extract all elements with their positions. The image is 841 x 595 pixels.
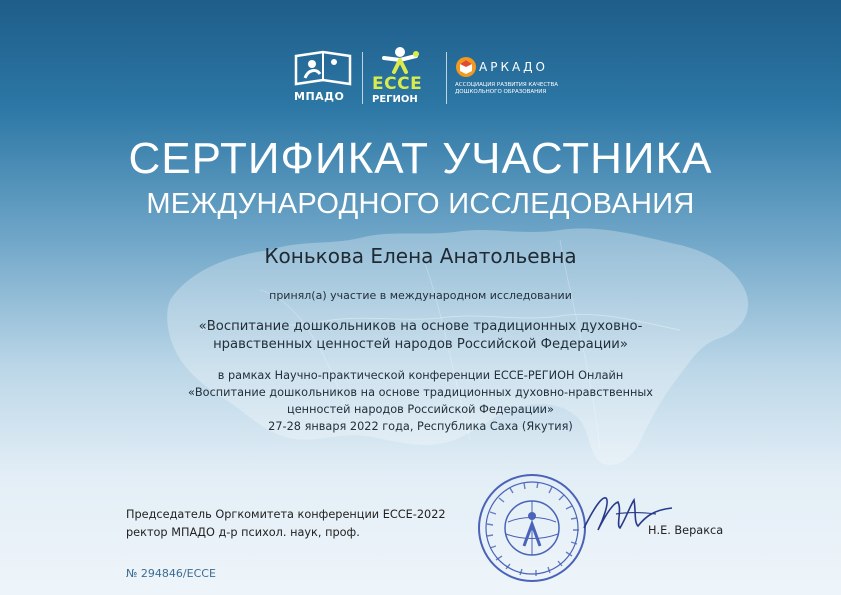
logo-divider [446,52,447,104]
arkado-tagline [455,82,558,96]
participant-name: Конькова Елена Анатольевна [264,244,577,268]
mpado-label: МПАДО [294,90,345,103]
arkado-name: АРКАДО [479,60,548,74]
certificate-number: № 294846/ECCE [126,567,216,580]
research-title-line: нравственных ценностей народов Российской Федерации» [213,337,628,352]
conference-line: в рамках Научно-практической конференции ECCE-РЕГИОН Онлайн [217,369,624,382]
arkado-cube-icon [455,56,477,78]
logo-divider [362,52,363,104]
research-title-line: «Воспитание дошкольников на основе традиционных духовно- [198,319,643,334]
ecce-figure-icon [370,46,430,76]
arkado-tagline-line1: АССОЦИАЦИЯ РАЗВИТИЯ КАЧЕСТВА [455,82,559,88]
conference-date: 27-28 января 2022 года, Республика Саха (Якутия) [268,420,573,433]
arkado-tagline-line2: ДОШКОЛЬНОГО ОБРАЗОВАНИЯ [455,89,547,95]
signatory-name: Н.Е. Веракса [648,524,724,537]
mpado-logo [290,46,356,110]
partner-logos [290,46,560,110]
participation-text: принял(а) участие в международном исследовании [269,289,572,302]
ecce-region-logo [370,46,440,110]
certificate-title: СЕРТИФИКАТ УЧАСТНИКА [128,134,713,183]
ecce-sub-label: РЕГИОН [372,94,418,105]
official-stamp [476,472,588,584]
conference-info [60,367,781,435]
conference-line: «Воспитание дошкольников на основе традиционных духовно-нравственных [188,386,653,399]
certificate-subtitle: МЕЖДУНАРОДНОГО ИССЛЕДОВАНИЯ [146,188,695,220]
signatory-title: Председатель Оргкомитета конференции ECCE-2022 [126,508,446,521]
ecce-label: ECCE [372,74,423,94]
research-title [60,318,781,354]
signatory-position: ректор МПАДО д-р психол. наук, проф. [126,526,360,539]
mpado-book-icon [290,46,356,90]
arkado-logo [455,46,565,110]
signatory-block [126,506,446,542]
conference-line: ценностей народов Российской Федерации» [287,403,554,416]
